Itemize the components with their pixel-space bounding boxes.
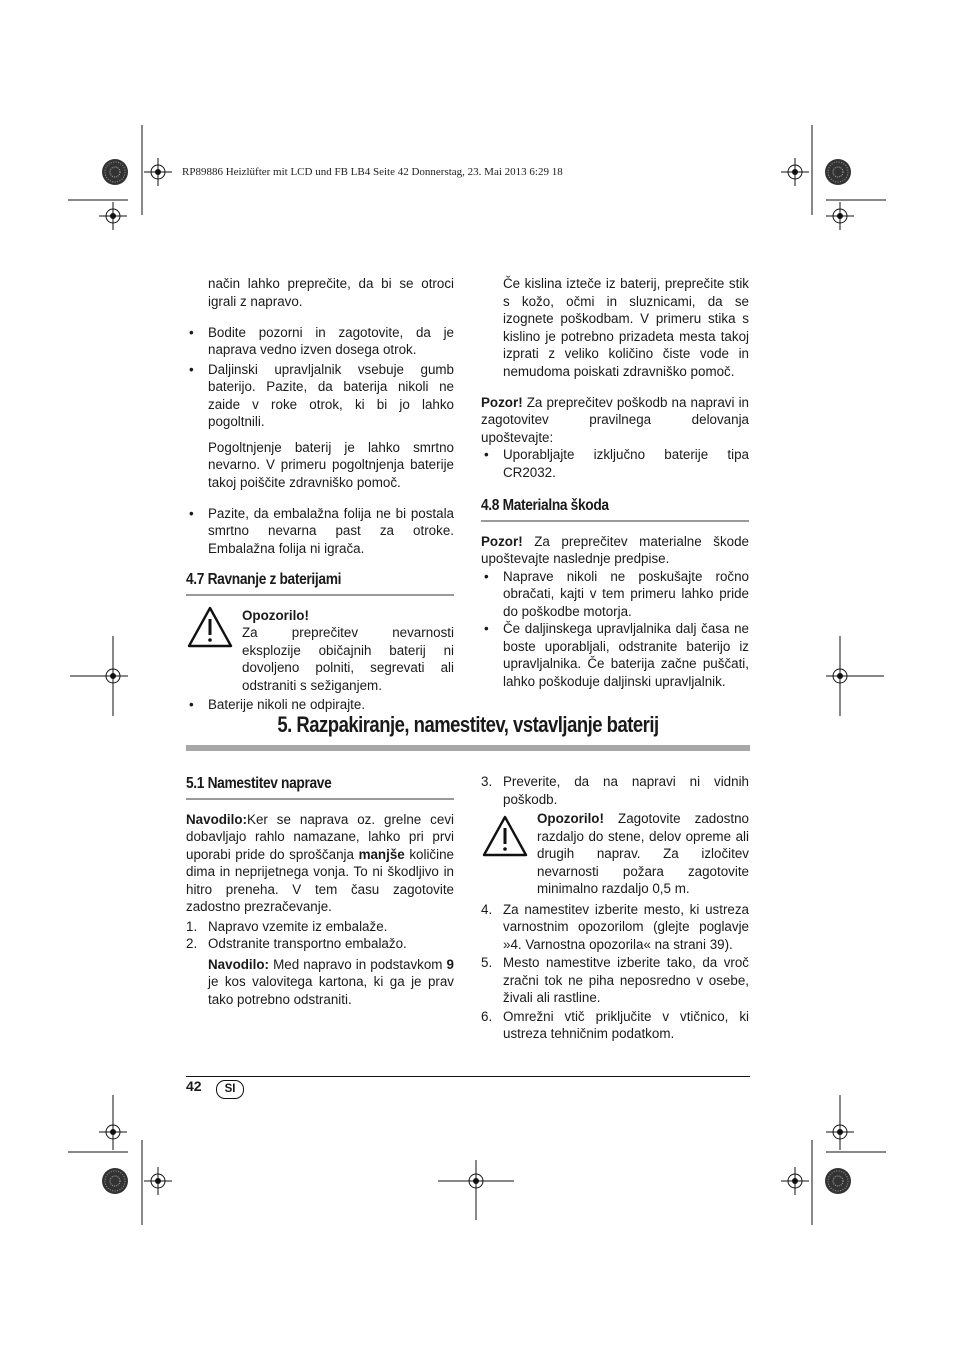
color-rose-bottom-right	[825, 1168, 851, 1194]
left-column	[186, 262, 454, 714]
note-text: Med napravo in podstavkom	[269, 956, 447, 972]
step-text: Napravo vzemite iz embalaže.	[208, 918, 388, 934]
note-paragraph	[186, 956, 454, 1009]
right-column	[481, 262, 749, 690]
step-text: Odstranite transportno embalažo.	[208, 936, 407, 951]
bullet-item: • Daljinski upravljalnik vsebuje gumb baterijo. Pazite, da baterija nikoli ne zaide v roke otrok, ki bi jo lahko pogoltnili.	[186, 361, 454, 431]
note-text: količine dima in neprijetnega vonja. To ni škodljivo in hitro preneha. V tem času zagotovite zadostno prezračevanje.	[186, 846, 454, 914]
step-number: 4.	[481, 901, 493, 917]
footer-rule	[186, 1076, 750, 1077]
step-item	[481, 773, 749, 808]
bullet-item: • Baterije nikoli ne odpirajte.	[186, 696, 454, 714]
paragraph: Pogoltnjenje baterij je lahko smrtno nevarno. V primeru pogoltnjenja baterije takoj poiščite zdravniško pomoč.	[208, 439, 454, 490]
section-heading-5-1	[186, 775, 454, 800]
step-number: 2.	[186, 936, 198, 951]
warning-box	[481, 810, 749, 898]
bullet-item: • Pazite, da embalažna folija ne bi postala smrtno nevarna past za otroke. Embalažna folija ni igrača.	[186, 505, 454, 558]
paragraph: način lahko preprečite, da bi se otroci igrali z napravo.	[208, 276, 454, 309]
warning-title: Opozorilo!	[537, 811, 604, 826]
page-number: 42	[186, 1078, 202, 1094]
note-paragraph	[186, 811, 454, 916]
color-rose-top-right	[825, 159, 851, 185]
color-rose-bottom-left	[102, 1168, 128, 1194]
note-emphasis: manjše	[358, 846, 405, 862]
warning-text: Za preprečitev nevarnosti eksplozije običajnih baterij ni dovoljeno polniti, segrevati ali odstraniti s sežiganjem.	[242, 625, 454, 693]
note-text: je kos valovitega kartona, ki ga je prav tako potrebno odstraniti.	[208, 974, 454, 1007]
heading-text: 4.8 Materialna škoda	[481, 497, 609, 515]
right-column-5	[481, 773, 749, 1043]
color-rose-top-left	[102, 159, 128, 185]
caution-label: Pozor!	[481, 533, 523, 549]
note-label: Navodilo:	[208, 956, 270, 972]
part-number: 9	[446, 956, 454, 972]
warning-title: Opozorilo!	[242, 607, 309, 623]
bullet-item: • Bodite pozorni in zagotovite, da je naprava vedno izven dosega otrok.	[186, 324, 454, 359]
step-item	[481, 954, 749, 1007]
paragraph: Če kislina izteče iz baterij, preprečite stik s kožo, očmi in sluznicami, da se izognete poškodbam. V primeru stika s kislino je potrebno prizadeta mesta takoj izprati z veliko količino čiste vode in nemudoma poiskati zdravniško pomoč.	[503, 276, 749, 379]
step-item	[186, 918, 454, 936]
chapter-title: 5. Razpakiranje, namestitev, vstavljanje baterij	[277, 712, 659, 737]
section-heading-4-8	[481, 497, 749, 522]
note-label: Navodilo:	[186, 811, 248, 827]
left-column-5	[186, 775, 454, 1021]
section-heading-4-7	[186, 571, 454, 596]
step-text: Mesto namestitve izberite tako, da vroč zračni tok ne piha neposredno v osebe, živali ali rastline.	[503, 955, 749, 1005]
caution-label: Pozor!	[481, 394, 523, 410]
bullet-item: • Naprave nikoli ne poskušajte ročno obračati, kajti v tem primeru lahko pride do poškodbe motorja.	[481, 568, 749, 621]
warning-text: Zagotovite zadostno razdaljo do stene, delov opreme ali drugih naprav. Za izločitev nevarnosti požara zagotovite minimalno razdaljo 0,5 m.	[537, 811, 749, 896]
note-text: Ker se naprava oz. grelne cevi dobavljajo rahlo namazane, lahko pri prvi uporabi pride do sproščanja	[186, 811, 454, 862]
heading-text: 5.1 Namestitev naprave	[186, 775, 332, 792]
step-item	[186, 935, 454, 953]
step-item	[481, 1008, 749, 1043]
caution-text: Za preprečitev materialne škode upoštevajte naslednje predpise.	[481, 533, 749, 567]
step-number: 1.	[186, 918, 198, 934]
language-badge: SI	[216, 1080, 244, 1099]
step-text: Preverite, da na napravi ni vidnih poškodb.	[503, 774, 749, 807]
chapter-heading	[186, 712, 750, 751]
caution-text: Za preprečitev poškodb na napravi in zagotovitev pravilnega delovanja upoštevajte:	[481, 394, 749, 445]
caution-paragraph	[481, 394, 749, 447]
step-text: Omrežni vtič priključite v vtičnico, ki ustreza tehničnim podatkom.	[503, 1008, 749, 1041]
step-number: 5.	[481, 955, 493, 970]
warning-icon	[186, 605, 234, 649]
warning-icon	[481, 814, 529, 858]
step-text: Za namestitev izberite mesto, ki ustreza varnostnim opozorilom (glejte poglavje »4. Varnostna opozorila« na strani 39).	[503, 901, 749, 952]
bullet-item: • Uporabljajte izključno baterije tipa CR2032.	[481, 446, 749, 481]
bullet-item: • Če daljinskega upravljalnika dalj časa ne boste uporabljali, odstranite baterijo iz upravljalnika. Če baterija začne puščati, lahko poškoduje daljinski upravljalnik.	[481, 620, 749, 690]
caution-paragraph	[481, 533, 749, 568]
warning-box	[186, 607, 454, 695]
heading-text: 4.7 Ravnanje z baterijami	[186, 571, 342, 589]
print-header: RP89886 Heizlüfter mit LCD und FB LB4 Seite 42 Donnerstag, 23. Mai 2013 6:29 18	[182, 166, 563, 178]
step-number: 3.	[481, 774, 493, 789]
step-number: 6.	[481, 1008, 493, 1024]
step-item	[481, 901, 749, 954]
chapter-rule	[186, 745, 750, 751]
